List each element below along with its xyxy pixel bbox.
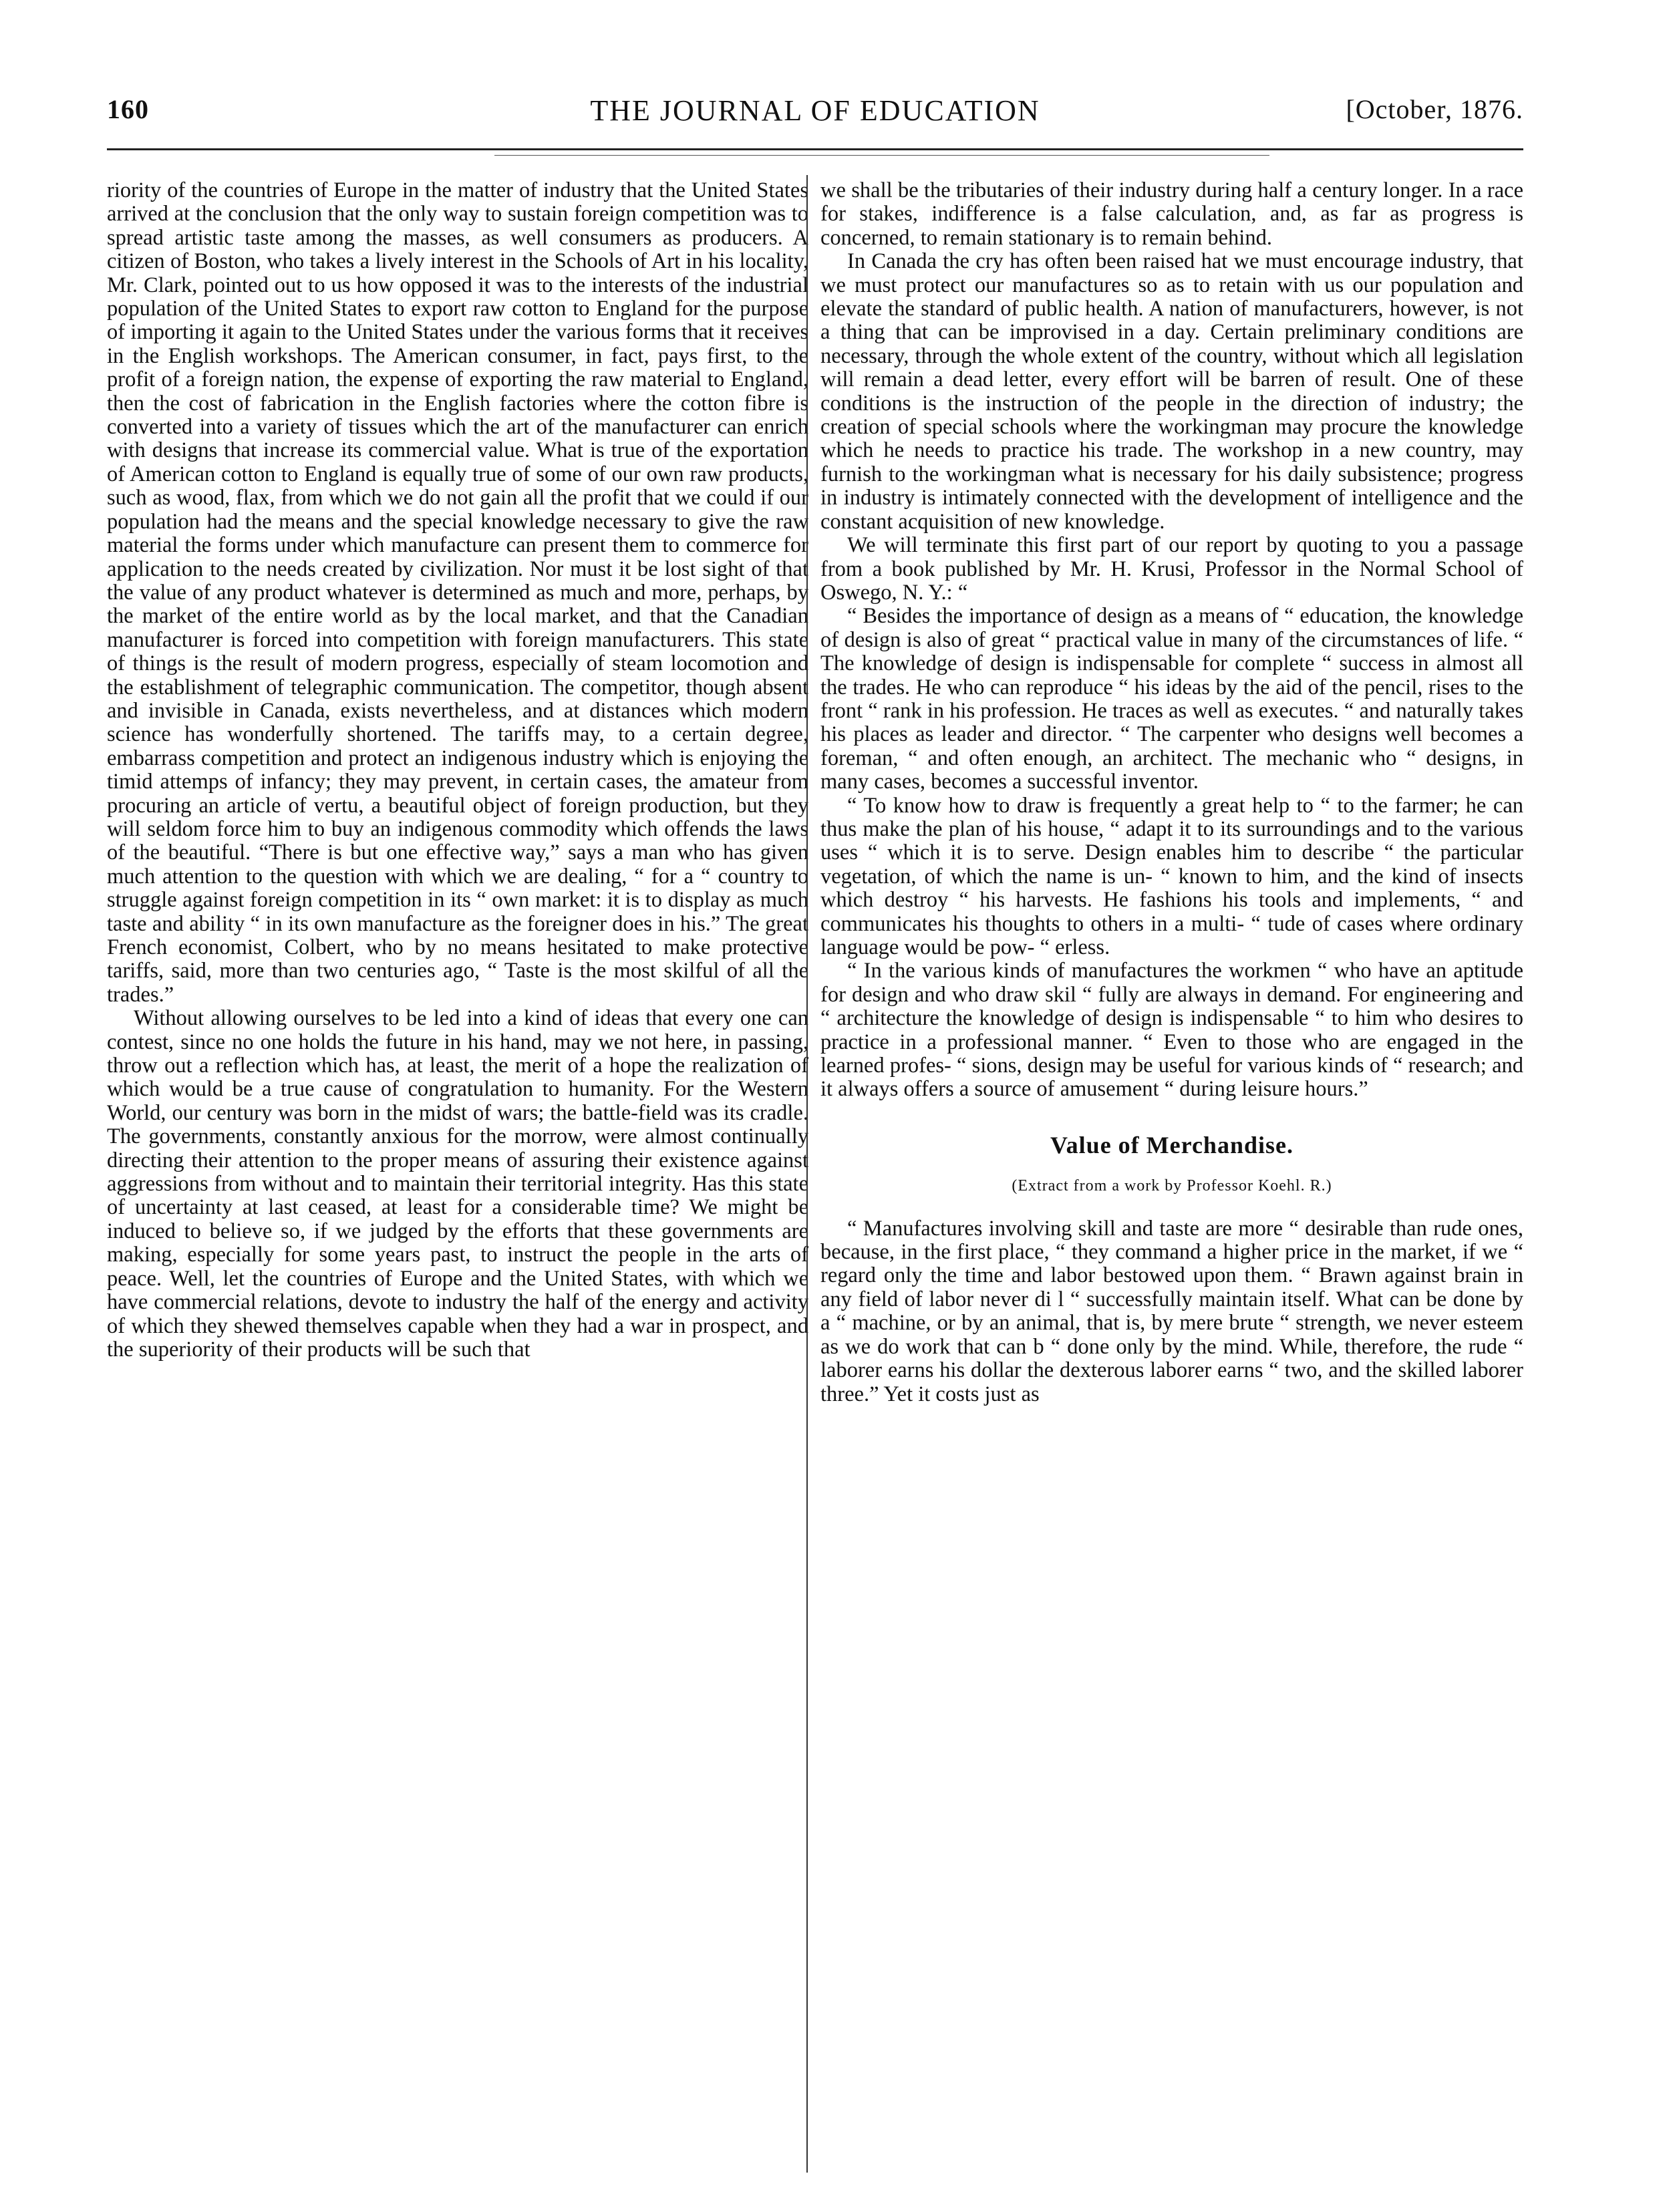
header-rule-thin <box>494 155 1269 156</box>
column-divider <box>806 175 808 2173</box>
right-column <box>820 179 1523 2183</box>
section-paragraph: “ Manufactures involving skill and taste are more “ desirable than rude ones, because, in the first place, “ they command a higher price in the market, if we “ regard only the time and labor bestowed upon them. “ Brawn against brain in any field of labor never di l “ successfully maintain itself. What can be done by a “ machine, or by an animal, that is, by mere brute “ strength, we never esteem as we do work that can b “ done only by the mind. While, therefore, the rude “ laborer earns his dollar the dexterous laborer earns “ two, and the skilled laborer three.” Yet it costs just as <box>820 1216 1523 1406</box>
section-heading: Value of Merchandise. <box>1050 1131 1293 1158</box>
paragraph: We will terminate this first part of our report by quoting to you a passage from a book published by Mr. H. Krusi, Professor in the Normal School of Oswego, N. Y.: “ <box>820 533 1523 605</box>
journal-title: THE JOURNAL OF EDUCATION <box>590 94 1040 127</box>
quote-paragraph: “ In the various kinds of manufactures the workmen “ who have an aptitude for design and who draw skil “ fully are always in demand. For engineering and “ architecture the knowledge of design is indispensable “ to him who desires to practice in a professional manner. “ Even to those who are engaged in the learned profes- “ sions, design may be useful for various kinds of “ research; and it always offers a source of amusement “ during leisure hours.” <box>820 959 1523 1102</box>
page-number: 160 <box>107 94 149 124</box>
section-subheading: (Extract from a work by Professor Koehl. R.) <box>1012 1177 1332 1195</box>
page-header <box>107 94 1523 140</box>
quote-paragraph: “ To know how to draw is frequently a great help to “ to the farmer; he can thus make the plan of his house, “ adapt it to its surroundings and to the various uses “ which it is to serve. Design enables him to describe “ the particular vegetation, of which the name is un- “ known to him, and the kind of insects which destroy “ his harvests. He fashions his tools and implements, “ and communicates his thoughts to others in a multi- “ tude of cases where ordinary language would be pow- “ erless. <box>820 793 1523 959</box>
left-column <box>107 179 808 2183</box>
paragraph: we shall be the tributaries of their industry during half a century longer. In a race for stakes, indifference is a false calculation, and, as far as progress is concerned, to remain stationary is to remain behind. <box>820 179 1523 250</box>
paragraph: Without allowing ourselves to be led into a kind of ideas that every one can contest, since no one holds the future in his hand, may we not here, in passing, throw out a reflection which has, at least, the merit of a hope the realization of which would be a true cause of congratulation to humanity. For the Western World, our century was born in the midst of wars; the battle-field was its cradle. The governments, constantly anxious for the morrow, were almost continually directing their attention to the proper means of assuring their existence against aggressions from without and to maintain their territorial integrity. Has this state of uncertainty at last ceased, at least for a considerable time? We might be induced to believe so, if we judged by the efforts that these governments are making, especially for some years past, to instruct the people in the arts of peace. Well, let the countries of Europe and the United States, with which we have commercial relations, devote to industry the half of the energy and activity of which they shewed themselves capable when they had a war in prospect, and the superiority of their products will be such that <box>107 1006 808 1362</box>
header-rule <box>107 148 1523 150</box>
quote-paragraph: “ Besides the importance of design as a means of “ education, the knowledge of design is also of great “ practical value in many of the circumstances of life. “ The knowledge of design is indispensable for complete “ success in almost all the trades. He who can reproduce “ his ideas by the aid of the pencil, rises to the front “ rank in his profession. He traces as well as executes. “ and naturally takes his places as leader and director. “ The carpenter who designs well becomes a foreman, “ and often enough, an architect. The mechanic who “ designs, in many cases, becomes a successful inventor. <box>820 604 1523 794</box>
paragraph: riority of the countries of Europe in the matter of industry that the United States arrived at the conclusion that the only way to sustain foreign competition was to spread artistic taste among the masses, as well consumers as producers. A citizen of Boston, who takes a lively interest in the Schools of Art in his locality, Mr. Clark, pointed out to us how opposed it was to the interests of the industrial population of the United States to export raw cotton to England for the purpose of importing it again to the United States under the various forms that it receives in the English workshops. The American consumer, in fact, pays first, to the profit of a foreign nation, the expense of exporting the raw material to England, then the cost of fabrication in the English factories where the cotton fibre is converted into a variety of tissues which the art of the manufacturer can enrich with designs that increase its commercial value. What is true of the exportation of American cotton to England is equally true of some of our own raw products, such as wood, flax, from which we do not gain all the profit that we could if our population had the means and the special knowledge necessary to give the raw material the forms under which manufacture can present them to commerce for application to the needs created by civilization. Nor must it be lost sight of that the value of any product whatever is determined as much and more, perhaps, by the market of the entire world as by the local market, and that the Canadian manufacturer is forced into competition with foreign manufacturers. This state of things is the result of modern progress, especially of steam locomotion and the establishment of telegraphic communication. The competitor, though absent and invisible in Canada, exists nevertheless, and at distances which modern science has wonderfully shortened. The tariffs may, to a certain degree, embarrass competition and protect an indigenous industry which is enjoying the timid attemps of infancy; they may prevent, in certain cases, the amateur from procuring an article of vertu, a beautiful object of foreign production, but they will seldom force him to buy an indigenous commodity which offends the laws of the beautiful. “There is but one effective way,” says a man who has given much attention to the question with which we are dealing, “ for a “ country to struggle against foreign competition in its “ own market: it is to display as much taste and ability “ in its own manufacture as the foreigner does in his.” The great French economist, Colbert, who by no means hesitated to make protective tariffs, said, more than two centuries ago, “ Taste is the most skilful of all the trades.” <box>107 179 808 1007</box>
paragraph: In Canada the cry has often been raised hat we must encourage industry, that we must protect our manufactures so as to retain with us our population and elevate the standard of public health. A nation of manufacturers, however, is not a thing that can be improvised in a day. Certain preliminary conditions are necessary, through the whole extent of the country, without which all legislation will remain a dead letter, every effort will be barren of result. One of these conditions is the instruction of the people in the direction of industry; the creation of special schools where the workingman may procure the knowledge which he needs to practice his trade. The workshop in a new country, may furnish to the workingman what is necessary for his daily subsistence; progress in industry is intimately connected with the development of intelligence and the constant acquisition of new knowledge. <box>820 249 1523 534</box>
issue-date: [October, 1876. <box>1346 94 1523 124</box>
